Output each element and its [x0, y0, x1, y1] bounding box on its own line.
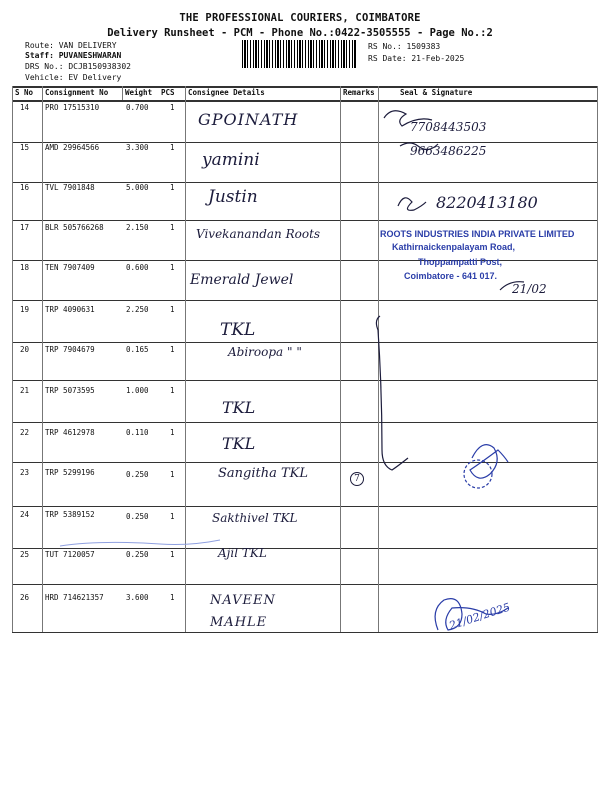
company-title: THE PROFESSIONAL COURIERS, COIMBATORE [179, 12, 421, 24]
row-weight: 5.000 [126, 183, 149, 192]
row-pcs: 1 [170, 386, 175, 395]
row-consignee: NAVEEN MAHLE [210, 593, 276, 630]
row-sno: 26 [20, 593, 30, 602]
company-stamp-name: ROOTS INDUSTRIES INDIA PRIVATE LIMITED [380, 229, 575, 239]
vehicle-text: Vehicle: EV Delivery [25, 73, 122, 82]
row-consignment: TRP 4612978 [45, 428, 95, 437]
row-pcs: 1 [170, 470, 175, 479]
row-consignment: PRO 17515310 [45, 103, 100, 112]
row-consignment: BLR 505766268 [45, 223, 104, 232]
row-weight: 0.250 [126, 550, 149, 559]
row-consignee: Sakthivel TKL [212, 511, 298, 525]
signature-mark-row15 [400, 143, 438, 150]
row-consignment: TRP 7904679 [45, 345, 95, 354]
row-consignment: TEN 7907409 [45, 263, 95, 272]
row-sno: 15 [20, 143, 30, 152]
row-consignee: TKL [222, 398, 256, 417]
row-sno: 23 [20, 468, 30, 477]
row-sno: 14 [20, 103, 30, 112]
route-text: Route: VAN DELIVERY [25, 41, 117, 50]
row-consignee: Ajil TKL [218, 546, 267, 560]
column-header-consignee: Consignee Details [188, 88, 265, 97]
row-pcs: 1 [170, 263, 175, 272]
row-consignment: AMD 29964566 [45, 143, 100, 152]
row-signature: 21/02/2025 [447, 600, 512, 633]
row-pcs: 1 [170, 512, 175, 521]
signature-mark-row16 [398, 198, 426, 211]
row-consignee: TKL [222, 434, 256, 453]
row-sno: 18 [20, 263, 30, 272]
signature-row23 [470, 445, 508, 479]
row-consignee: Emerald Jewel [190, 272, 294, 288]
column-header-pcs: PCS [161, 88, 175, 97]
row-consignment: TRP 5299196 [45, 468, 95, 477]
row-weight: 1.000 [126, 386, 149, 395]
row-weight: 3.600 [126, 593, 149, 602]
row-consignment: TRP 5389152 [45, 510, 95, 519]
staff-text: Staff: PUVANESHWARAN [25, 51, 122, 60]
row-signature: 9663486225 [410, 144, 487, 158]
row-signature: 8220413180 [436, 193, 538, 212]
row-weight: 2.150 [126, 223, 149, 232]
column-header-remarks: Remarks [343, 88, 375, 97]
company-stamp-address-2: Thoppampatti Post, [418, 257, 502, 267]
row-consignee: yamini [202, 150, 260, 170]
column-header-consignment: Consignment No [45, 88, 109, 97]
row-consignment: HRD 714621357 [45, 593, 104, 602]
row-pcs: 1 [170, 183, 175, 192]
row-sno: 24 [20, 510, 30, 519]
row-sno: 25 [20, 550, 30, 559]
row-consignee: Justin [208, 187, 258, 207]
bracket-mark [376, 316, 408, 470]
row-weight: 0.250 [126, 470, 149, 479]
row-pcs: 1 [170, 345, 175, 354]
row-consignee: TKL [220, 320, 256, 340]
row-pcs: 1 [170, 550, 175, 559]
row-pcs: 1 [170, 223, 175, 232]
row-signature: 21/02 [512, 282, 547, 296]
row-sno: 22 [20, 428, 30, 437]
row-sno: 20 [20, 345, 30, 354]
row-consignee: Vivekanandan Roots [196, 227, 321, 241]
row-weight: 0.700 [126, 103, 149, 112]
rs-number: RS No.: 1509383 [368, 42, 441, 51]
row-weight: 0.110 [126, 428, 149, 437]
row-consignee: Abiroopa " " [228, 345, 302, 359]
row-consignee: GPOINATH [198, 110, 299, 129]
column-header-weight: Weight [125, 88, 153, 97]
row-remarks: 7 [350, 472, 364, 486]
rs-date: RS Date: 21-Feb-2025 [368, 54, 465, 63]
row-sno: 19 [20, 305, 30, 314]
row-weight: 0.600 [126, 263, 149, 272]
signature-row26 [435, 599, 508, 630]
signature-tick-row18 [500, 282, 524, 290]
faint-stamp-smudge [60, 540, 220, 546]
row-weight: 2.250 [126, 305, 149, 314]
row-sno: 16 [20, 183, 30, 192]
row-pcs: 1 [170, 143, 175, 152]
column-header-sno: S No [15, 88, 34, 97]
row-consignment: TUT 7120057 [45, 550, 95, 559]
row-pcs: 1 [170, 593, 175, 602]
row-consignment: TRP 4090631 [45, 305, 95, 314]
row-consignee: Sangitha TKL [218, 466, 309, 481]
row-sno: 21 [20, 386, 30, 395]
runsheet-subtitle: Delivery Runsheet - PCM - Phone No.:0422-3505555 - Page No.:2 [107, 27, 493, 39]
row-consignment: TVL 7901848 [45, 183, 95, 192]
company-stamp-address-3: Coimbatore - 641 017. [404, 271, 498, 281]
row-weight: 3.300 [126, 143, 149, 152]
row-pcs: 1 [170, 103, 175, 112]
company-stamp-address-1: Kathirnaickenpalayam Road, [392, 242, 516, 252]
row-pcs: 1 [170, 305, 175, 314]
row-signature: 7708443503 [410, 120, 487, 134]
row-sno: 17 [20, 223, 30, 232]
column-header-signature: Seal & Signature [400, 88, 473, 97]
drs-number: DRS No.: DCJB150938302 [25, 62, 131, 71]
row-consignment: TRP 5073595 [45, 386, 95, 395]
signature-mark-row14 [384, 111, 432, 126]
row-weight: 0.250 [126, 512, 149, 521]
row-pcs: 1 [170, 428, 175, 437]
row-weight: 0.165 [126, 345, 149, 354]
